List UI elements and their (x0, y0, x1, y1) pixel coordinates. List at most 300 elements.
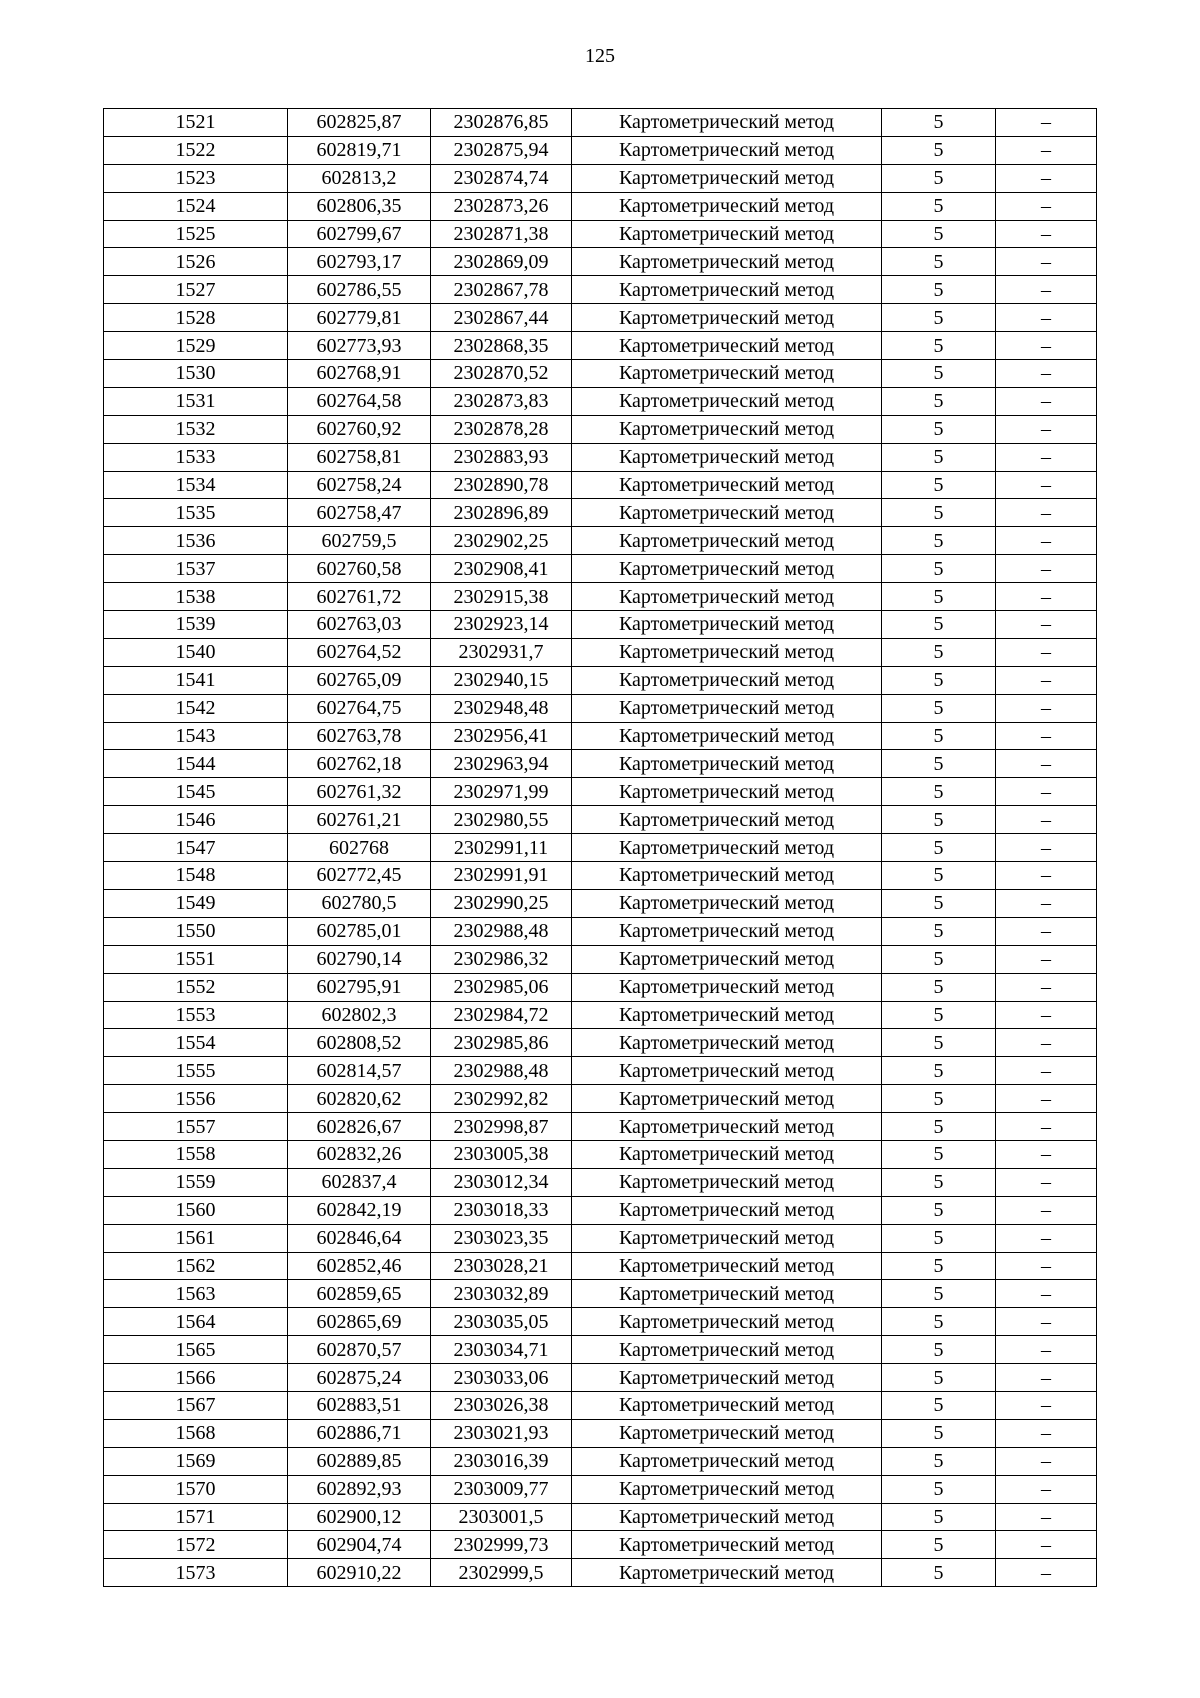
y-coordinate-cell: 2302867,78 (431, 276, 572, 304)
point-number-cell: 1560 (104, 1196, 288, 1224)
x-coordinate-cell: 602846,64 (288, 1224, 431, 1252)
point-number-cell: 1546 (104, 806, 288, 834)
x-coordinate-cell: 602852,46 (288, 1252, 431, 1280)
y-coordinate-cell: 2302992,82 (431, 1085, 572, 1113)
point-number-cell: 1551 (104, 945, 288, 973)
table-row (104, 192, 1097, 220)
accuracy-cell: 5 (882, 415, 996, 443)
x-coordinate-cell: 602832,26 (288, 1140, 431, 1168)
accuracy-cell: 5 (882, 499, 996, 527)
point-number-cell: 1534 (104, 471, 288, 499)
x-coordinate-cell: 602765,09 (288, 666, 431, 694)
description-cell: – (996, 1196, 1097, 1224)
point-number-cell: 1573 (104, 1559, 288, 1587)
method-cell: Картометрический метод (572, 1308, 882, 1336)
accuracy-cell: 5 (882, 471, 996, 499)
x-coordinate-cell: 602768,91 (288, 360, 431, 388)
y-coordinate-cell: 2302991,91 (431, 862, 572, 890)
x-coordinate-cell: 602826,67 (288, 1113, 431, 1141)
accuracy-cell: 5 (882, 1057, 996, 1085)
accuracy-cell: 5 (882, 1280, 996, 1308)
accuracy-cell: 5 (882, 722, 996, 750)
method-cell: Картометрический метод (572, 1364, 882, 1392)
method-cell: Картометрический метод (572, 164, 882, 192)
description-cell: – (996, 164, 1097, 192)
description-cell: – (996, 806, 1097, 834)
accuracy-cell: 5 (882, 778, 996, 806)
y-coordinate-cell: 2302948,48 (431, 694, 572, 722)
description-cell: – (996, 192, 1097, 220)
description-cell: – (996, 1085, 1097, 1113)
description-cell: – (996, 109, 1097, 137)
table-row (104, 778, 1097, 806)
description-cell: – (996, 387, 1097, 415)
method-cell: Картометрический метод (572, 332, 882, 360)
accuracy-cell: 5 (882, 1559, 996, 1587)
point-number-cell: 1570 (104, 1475, 288, 1503)
point-number-cell: 1564 (104, 1308, 288, 1336)
page-number: 125 (585, 45, 615, 67)
method-cell: Картометрический метод (572, 192, 882, 220)
accuracy-cell: 5 (882, 164, 996, 192)
point-number-cell: 1542 (104, 694, 288, 722)
y-coordinate-cell: 2302869,09 (431, 248, 572, 276)
x-coordinate-cell: 602758,24 (288, 471, 431, 499)
point-number-cell: 1555 (104, 1057, 288, 1085)
method-cell: Картометрический метод (572, 443, 882, 471)
x-coordinate-cell: 602813,2 (288, 164, 431, 192)
point-number-cell: 1549 (104, 889, 288, 917)
method-cell: Картометрический метод (572, 638, 882, 666)
x-coordinate-cell: 602772,45 (288, 862, 431, 890)
accuracy-cell: 5 (882, 1336, 996, 1364)
y-coordinate-cell: 2302873,26 (431, 192, 572, 220)
y-coordinate-cell: 2303035,05 (431, 1308, 572, 1336)
description-cell: – (996, 945, 1097, 973)
method-cell: Картометрический метод (572, 276, 882, 304)
x-coordinate-cell: 602900,12 (288, 1503, 431, 1531)
point-number-cell: 1571 (104, 1503, 288, 1531)
method-cell: Картометрический метод (572, 917, 882, 945)
description-cell: – (996, 527, 1097, 555)
description-cell: – (996, 1475, 1097, 1503)
x-coordinate-cell: 602763,78 (288, 722, 431, 750)
table-row (104, 1085, 1097, 1113)
description-cell: – (996, 555, 1097, 583)
description-cell: – (996, 1503, 1097, 1531)
x-coordinate-cell: 602785,01 (288, 917, 431, 945)
table-row (104, 136, 1097, 164)
table-row (104, 1364, 1097, 1392)
y-coordinate-cell: 2302870,52 (431, 360, 572, 388)
method-cell: Картометрический метод (572, 862, 882, 890)
description-cell: – (996, 666, 1097, 694)
method-cell: Картометрический метод (572, 778, 882, 806)
accuracy-cell: 5 (882, 1196, 996, 1224)
table-row (104, 1140, 1097, 1168)
method-cell: Картометрический метод (572, 1224, 882, 1252)
point-number-cell: 1556 (104, 1085, 288, 1113)
description-cell: – (996, 471, 1097, 499)
accuracy-cell: 5 (882, 332, 996, 360)
x-coordinate-cell: 602780,5 (288, 889, 431, 917)
description-cell: – (996, 1252, 1097, 1280)
y-coordinate-cell: 2302999,5 (431, 1559, 572, 1587)
x-coordinate-cell: 602793,17 (288, 248, 431, 276)
y-coordinate-cell: 2303032,89 (431, 1280, 572, 1308)
method-cell: Картометрический метод (572, 1447, 882, 1475)
table-row (104, 945, 1097, 973)
method-cell: Картометрический метод (572, 109, 882, 137)
description-cell: – (996, 778, 1097, 806)
y-coordinate-cell: 2302890,78 (431, 471, 572, 499)
method-cell: Картометрический метод (572, 1391, 882, 1419)
point-number-cell: 1527 (104, 276, 288, 304)
x-coordinate-cell: 602758,47 (288, 499, 431, 527)
table-row (104, 276, 1097, 304)
y-coordinate-cell: 2302988,48 (431, 1057, 572, 1085)
description-cell: – (996, 750, 1097, 778)
accuracy-cell: 5 (882, 276, 996, 304)
y-coordinate-cell: 2302873,83 (431, 387, 572, 415)
x-coordinate-cell: 602875,24 (288, 1364, 431, 1392)
method-cell: Картометрический метод (572, 973, 882, 1001)
x-coordinate-cell: 602819,71 (288, 136, 431, 164)
accuracy-cell: 5 (882, 1113, 996, 1141)
description-cell: – (996, 304, 1097, 332)
description-cell: – (996, 1224, 1097, 1252)
x-coordinate-cell: 602786,55 (288, 276, 431, 304)
method-cell: Картометрический метод (572, 1113, 882, 1141)
table-row (104, 527, 1097, 555)
accuracy-cell: 5 (882, 109, 996, 137)
y-coordinate-cell: 2303001,5 (431, 1503, 572, 1531)
description-cell: – (996, 1168, 1097, 1196)
x-coordinate-cell: 602808,52 (288, 1029, 431, 1057)
point-number-cell: 1529 (104, 332, 288, 360)
accuracy-cell: 5 (882, 220, 996, 248)
accuracy-cell: 5 (882, 1252, 996, 1280)
y-coordinate-cell: 2302990,25 (431, 889, 572, 917)
method-cell: Картометрический метод (572, 136, 882, 164)
accuracy-cell: 5 (882, 1475, 996, 1503)
table-row (104, 304, 1097, 332)
accuracy-cell: 5 (882, 750, 996, 778)
table-row (104, 1196, 1097, 1224)
method-cell: Картометрический метод (572, 1029, 882, 1057)
method-cell: Картометрический метод (572, 1001, 882, 1029)
point-number-cell: 1528 (104, 304, 288, 332)
y-coordinate-cell: 2302902,25 (431, 527, 572, 555)
table-row (104, 722, 1097, 750)
y-coordinate-cell: 2303005,38 (431, 1140, 572, 1168)
description-cell: – (996, 415, 1097, 443)
point-number-cell: 1545 (104, 778, 288, 806)
y-coordinate-cell: 2302931,7 (431, 638, 572, 666)
table-row (104, 360, 1097, 388)
accuracy-cell: 5 (882, 862, 996, 890)
point-number-cell: 1530 (104, 360, 288, 388)
x-coordinate-cell: 602764,52 (288, 638, 431, 666)
method-cell: Картометрический метод (572, 1252, 882, 1280)
table-row (104, 638, 1097, 666)
y-coordinate-cell: 2302876,85 (431, 109, 572, 137)
accuracy-cell: 5 (882, 1308, 996, 1336)
table-row (104, 834, 1097, 862)
point-number-cell: 1523 (104, 164, 288, 192)
accuracy-cell: 5 (882, 387, 996, 415)
accuracy-cell: 5 (882, 360, 996, 388)
description-cell: – (996, 889, 1097, 917)
table-row (104, 694, 1097, 722)
point-number-cell: 1535 (104, 499, 288, 527)
point-number-cell: 1533 (104, 443, 288, 471)
table-row (104, 332, 1097, 360)
y-coordinate-cell: 2303021,93 (431, 1419, 572, 1447)
table-row (104, 1531, 1097, 1559)
point-number-cell: 1569 (104, 1447, 288, 1475)
table-row (104, 109, 1097, 137)
x-coordinate-cell: 602760,92 (288, 415, 431, 443)
description-cell: – (996, 638, 1097, 666)
point-number-cell: 1558 (104, 1140, 288, 1168)
point-number-cell: 1526 (104, 248, 288, 276)
description-cell: – (996, 611, 1097, 639)
y-coordinate-cell: 2302984,72 (431, 1001, 572, 1029)
method-cell: Картометрический метод (572, 1503, 882, 1531)
method-cell: Картометрический метод (572, 1057, 882, 1085)
description-cell: – (996, 276, 1097, 304)
description-cell: – (996, 1419, 1097, 1447)
x-coordinate-cell: 602762,18 (288, 750, 431, 778)
point-number-cell: 1525 (104, 220, 288, 248)
y-coordinate-cell: 2302986,32 (431, 945, 572, 973)
accuracy-cell: 5 (882, 666, 996, 694)
table-row (104, 415, 1097, 443)
point-number-cell: 1532 (104, 415, 288, 443)
accuracy-cell: 5 (882, 192, 996, 220)
x-coordinate-cell: 602761,21 (288, 806, 431, 834)
y-coordinate-cell: 2302998,87 (431, 1113, 572, 1141)
method-cell: Картометрический метод (572, 220, 882, 248)
x-coordinate-cell: 602790,14 (288, 945, 431, 973)
point-number-cell: 1559 (104, 1168, 288, 1196)
description-cell: – (996, 499, 1097, 527)
description-cell: – (996, 973, 1097, 1001)
point-number-cell: 1568 (104, 1419, 288, 1447)
table-row (104, 220, 1097, 248)
y-coordinate-cell: 2302883,93 (431, 443, 572, 471)
y-coordinate-cell: 2302868,35 (431, 332, 572, 360)
description-cell: – (996, 1559, 1097, 1587)
accuracy-cell: 5 (882, 1391, 996, 1419)
y-coordinate-cell: 2303033,06 (431, 1364, 572, 1392)
table-row (104, 164, 1097, 192)
description-cell: – (996, 1113, 1097, 1141)
x-coordinate-cell: 602802,3 (288, 1001, 431, 1029)
accuracy-cell: 5 (882, 1001, 996, 1029)
point-number-cell: 1550 (104, 917, 288, 945)
point-number-cell: 1553 (104, 1001, 288, 1029)
table-row (104, 555, 1097, 583)
y-coordinate-cell: 2302896,89 (431, 499, 572, 527)
method-cell: Картометрический метод (572, 583, 882, 611)
method-cell: Картометрический метод (572, 499, 882, 527)
method-cell: Картометрический метод (572, 750, 882, 778)
description-cell: – (996, 1364, 1097, 1392)
accuracy-cell: 5 (882, 917, 996, 945)
description-cell: – (996, 1280, 1097, 1308)
accuracy-cell: 5 (882, 304, 996, 332)
method-cell: Картометрический метод (572, 694, 882, 722)
table-row (104, 666, 1097, 694)
description-cell: – (996, 220, 1097, 248)
point-number-cell: 1572 (104, 1531, 288, 1559)
y-coordinate-cell: 2302988,48 (431, 917, 572, 945)
x-coordinate-cell: 602892,93 (288, 1475, 431, 1503)
table-row (104, 248, 1097, 276)
coordinates-table-body (104, 109, 1097, 1587)
x-coordinate-cell: 602763,03 (288, 611, 431, 639)
x-coordinate-cell: 602825,87 (288, 109, 431, 137)
table-row (104, 1308, 1097, 1336)
table-row (104, 471, 1097, 499)
method-cell: Картометрический метод (572, 1168, 882, 1196)
x-coordinate-cell: 602760,58 (288, 555, 431, 583)
accuracy-cell: 5 (882, 611, 996, 639)
accuracy-cell: 5 (882, 555, 996, 583)
table-row (104, 499, 1097, 527)
x-coordinate-cell: 602820,62 (288, 1085, 431, 1113)
y-coordinate-cell: 2303026,38 (431, 1391, 572, 1419)
point-number-cell: 1541 (104, 666, 288, 694)
point-number-cell: 1561 (104, 1224, 288, 1252)
y-coordinate-cell: 2302875,94 (431, 136, 572, 164)
x-coordinate-cell: 602768 (288, 834, 431, 862)
method-cell: Картометрический метод (572, 1475, 882, 1503)
table-row (104, 583, 1097, 611)
y-coordinate-cell: 2302867,44 (431, 304, 572, 332)
method-cell: Картометрический метод (572, 387, 882, 415)
accuracy-cell: 5 (882, 694, 996, 722)
point-number-cell: 1524 (104, 192, 288, 220)
x-coordinate-cell: 602799,67 (288, 220, 431, 248)
y-coordinate-cell: 2303028,21 (431, 1252, 572, 1280)
table-row (104, 1057, 1097, 1085)
x-coordinate-cell: 602842,19 (288, 1196, 431, 1224)
method-cell: Картометрический метод (572, 1336, 882, 1364)
x-coordinate-cell: 602859,65 (288, 1280, 431, 1308)
accuracy-cell: 5 (882, 527, 996, 555)
accuracy-cell: 5 (882, 945, 996, 973)
method-cell: Картометрический метод (572, 806, 882, 834)
x-coordinate-cell: 602779,81 (288, 304, 431, 332)
y-coordinate-cell: 2302999,73 (431, 1531, 572, 1559)
table-row (104, 862, 1097, 890)
description-cell: – (996, 1447, 1097, 1475)
method-cell: Картометрический метод (572, 1280, 882, 1308)
point-number-cell: 1565 (104, 1336, 288, 1364)
x-coordinate-cell: 602758,81 (288, 443, 431, 471)
accuracy-cell: 5 (882, 889, 996, 917)
method-cell: Картометрический метод (572, 471, 882, 499)
accuracy-cell: 5 (882, 583, 996, 611)
y-coordinate-cell: 2303023,35 (431, 1224, 572, 1252)
point-number-cell: 1552 (104, 973, 288, 1001)
table-row (104, 806, 1097, 834)
accuracy-cell: 5 (882, 1419, 996, 1447)
point-number-cell: 1554 (104, 1029, 288, 1057)
description-cell: – (996, 1001, 1097, 1029)
point-number-cell: 1548 (104, 862, 288, 890)
accuracy-cell: 5 (882, 973, 996, 1001)
accuracy-cell: 5 (882, 1085, 996, 1113)
point-number-cell: 1521 (104, 109, 288, 137)
table-row (104, 443, 1097, 471)
x-coordinate-cell: 602759,5 (288, 527, 431, 555)
method-cell: Картометрический метод (572, 415, 882, 443)
y-coordinate-cell: 2302940,15 (431, 666, 572, 694)
table-row (104, 1252, 1097, 1280)
x-coordinate-cell: 602886,71 (288, 1419, 431, 1447)
description-cell: – (996, 360, 1097, 388)
description-cell: – (996, 443, 1097, 471)
table-row (104, 1447, 1097, 1475)
y-coordinate-cell: 2303009,77 (431, 1475, 572, 1503)
table-row (104, 387, 1097, 415)
accuracy-cell: 5 (882, 1531, 996, 1559)
x-coordinate-cell: 602910,22 (288, 1559, 431, 1587)
method-cell: Картометрический метод (572, 945, 882, 973)
point-number-cell: 1522 (104, 136, 288, 164)
table-row (104, 1113, 1097, 1141)
accuracy-cell: 5 (882, 806, 996, 834)
accuracy-cell: 5 (882, 834, 996, 862)
table-row (104, 1168, 1097, 1196)
x-coordinate-cell: 602773,93 (288, 332, 431, 360)
table-row (104, 1391, 1097, 1419)
y-coordinate-cell: 2302963,94 (431, 750, 572, 778)
method-cell: Картометрический метод (572, 1559, 882, 1587)
method-cell: Картометрический метод (572, 834, 882, 862)
accuracy-cell: 5 (882, 1447, 996, 1475)
method-cell: Картометрический метод (572, 1531, 882, 1559)
accuracy-cell: 5 (882, 1503, 996, 1531)
description-cell: – (996, 583, 1097, 611)
y-coordinate-cell: 2302915,38 (431, 583, 572, 611)
accuracy-cell: 5 (882, 443, 996, 471)
coordinates-table (103, 108, 1097, 1587)
point-number-cell: 1540 (104, 638, 288, 666)
y-coordinate-cell: 2302985,06 (431, 973, 572, 1001)
method-cell: Картометрический метод (572, 527, 882, 555)
method-cell: Картометрический метод (572, 722, 882, 750)
description-cell: – (996, 1308, 1097, 1336)
y-coordinate-cell: 2302923,14 (431, 611, 572, 639)
x-coordinate-cell: 602764,75 (288, 694, 431, 722)
table-row (104, 611, 1097, 639)
method-cell: Картометрический метод (572, 1140, 882, 1168)
method-cell: Картометрический метод (572, 248, 882, 276)
x-coordinate-cell: 602814,57 (288, 1057, 431, 1085)
x-coordinate-cell: 602764,58 (288, 387, 431, 415)
table-row (104, 889, 1097, 917)
point-number-cell: 1567 (104, 1391, 288, 1419)
method-cell: Картометрический метод (572, 1085, 882, 1113)
description-cell: – (996, 917, 1097, 945)
method-cell: Картометрический метод (572, 304, 882, 332)
description-cell: – (996, 1391, 1097, 1419)
